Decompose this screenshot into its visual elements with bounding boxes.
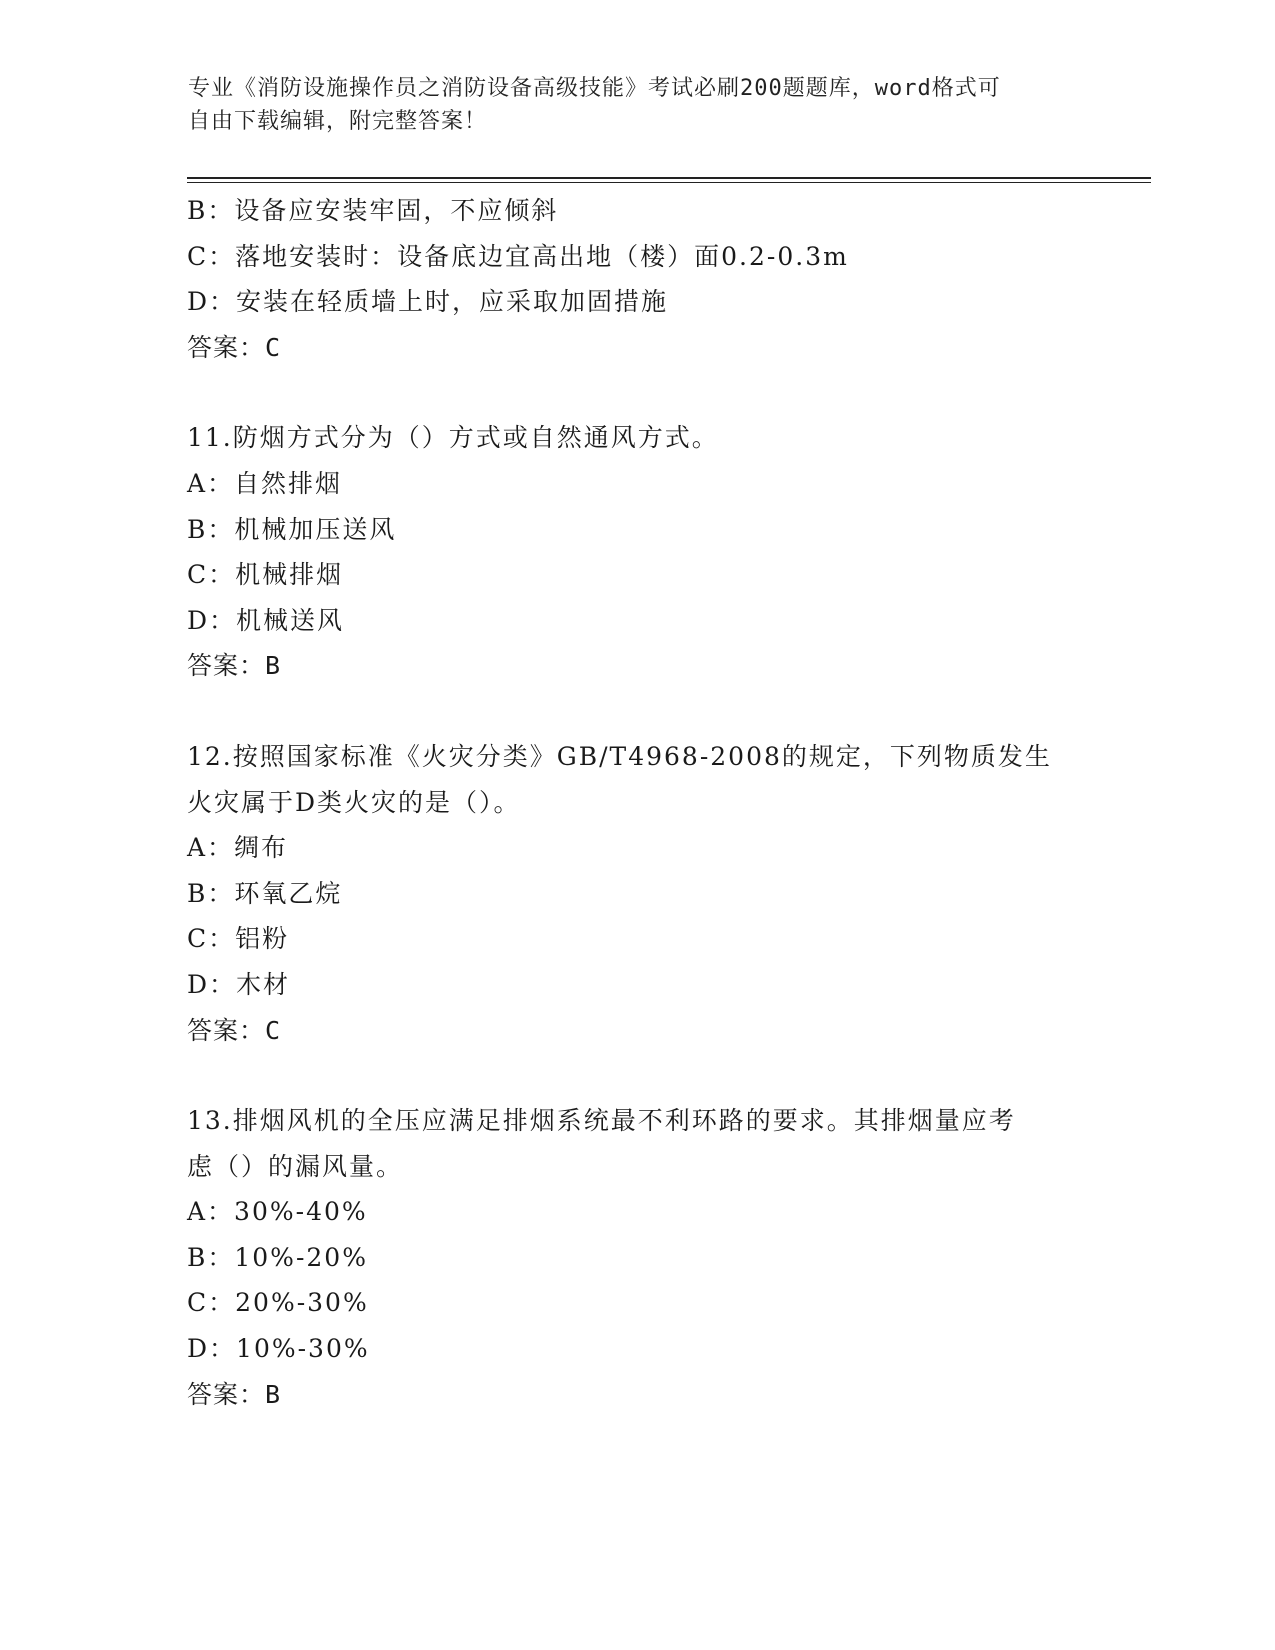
answer-value: B — [265, 1379, 282, 1409]
question-text-line-2: 虑（）的漏风量。 — [187, 1151, 404, 1181]
option-c: C：落地安装时：设备底边宜高出地（楼）面0.2-0.3m — [187, 241, 849, 271]
option-c: C：机械排烟 — [187, 560, 344, 590]
option-b: B：环氧乙烷 — [187, 878, 343, 908]
option-b: B：10%-20% — [187, 1242, 368, 1272]
spacer — [187, 370, 1087, 415]
option-d: D：机械送风 — [187, 605, 345, 635]
option-a: A：30%-40% — [187, 1197, 368, 1227]
option-c: C：20%-30% — [187, 1288, 369, 1318]
answer-label: 答案： — [187, 1379, 266, 1409]
header-line-2: 自由下载编辑，附完整答案！ — [188, 109, 488, 134]
option-d: D：10%-30% — [187, 1334, 370, 1364]
question-block-13 — [187, 1098, 1087, 1417]
answer-line — [187, 643, 1087, 689]
question-block-12 — [187, 734, 1087, 1053]
header-divider-thin — [187, 182, 1151, 183]
answer-value: B — [265, 651, 282, 681]
answer-line — [187, 325, 1087, 371]
option-a: A：自然排烟 — [187, 468, 343, 498]
header-line-1: 专业《消防设施操作员之消防设备高级技能》考试必刷200题题库，word格式可 — [188, 76, 1001, 101]
answer-line — [187, 1008, 1087, 1054]
answer-label: 答案： — [187, 332, 266, 362]
answer-line — [187, 1372, 1087, 1418]
question-block-11 — [187, 415, 1087, 689]
answer-label: 答案： — [187, 651, 266, 681]
answer-value: C — [265, 332, 282, 362]
option-d: D：木材 — [187, 969, 291, 999]
option-c: C：铝粉 — [187, 924, 290, 954]
option-d: D：安装在轻质墙上时，应采取加固措施 — [187, 287, 669, 317]
option-a: A：绸布 — [187, 833, 289, 863]
question-text: 11.防烟方式分为（）方式或自然通风方式。 — [187, 423, 719, 453]
spacer — [187, 689, 1087, 734]
answer-value: C — [265, 1015, 282, 1045]
answer-label: 答案： — [187, 1015, 266, 1045]
spacer — [187, 1053, 1087, 1098]
question-text-line-1: 12.按照国家标准《火灾分类》GB/T4968-2008的规定，下列物质发生 — [187, 741, 1052, 771]
question-text-line-1: 13.排烟风机的全压应满足排烟系统最不利环路的要求。其排烟量应考 — [187, 1106, 1016, 1136]
question-text-line-2: 火灾属于D类火灾的是（）。 — [187, 787, 521, 817]
question-block-prev — [187, 188, 1087, 370]
question-list — [187, 188, 1087, 1417]
document-header — [188, 72, 1068, 138]
header-divider-thick — [187, 177, 1151, 179]
option-b: B：机械加压送风 — [187, 514, 397, 544]
option-b: B：设备应安装牢固，不应倾斜 — [187, 196, 559, 225]
